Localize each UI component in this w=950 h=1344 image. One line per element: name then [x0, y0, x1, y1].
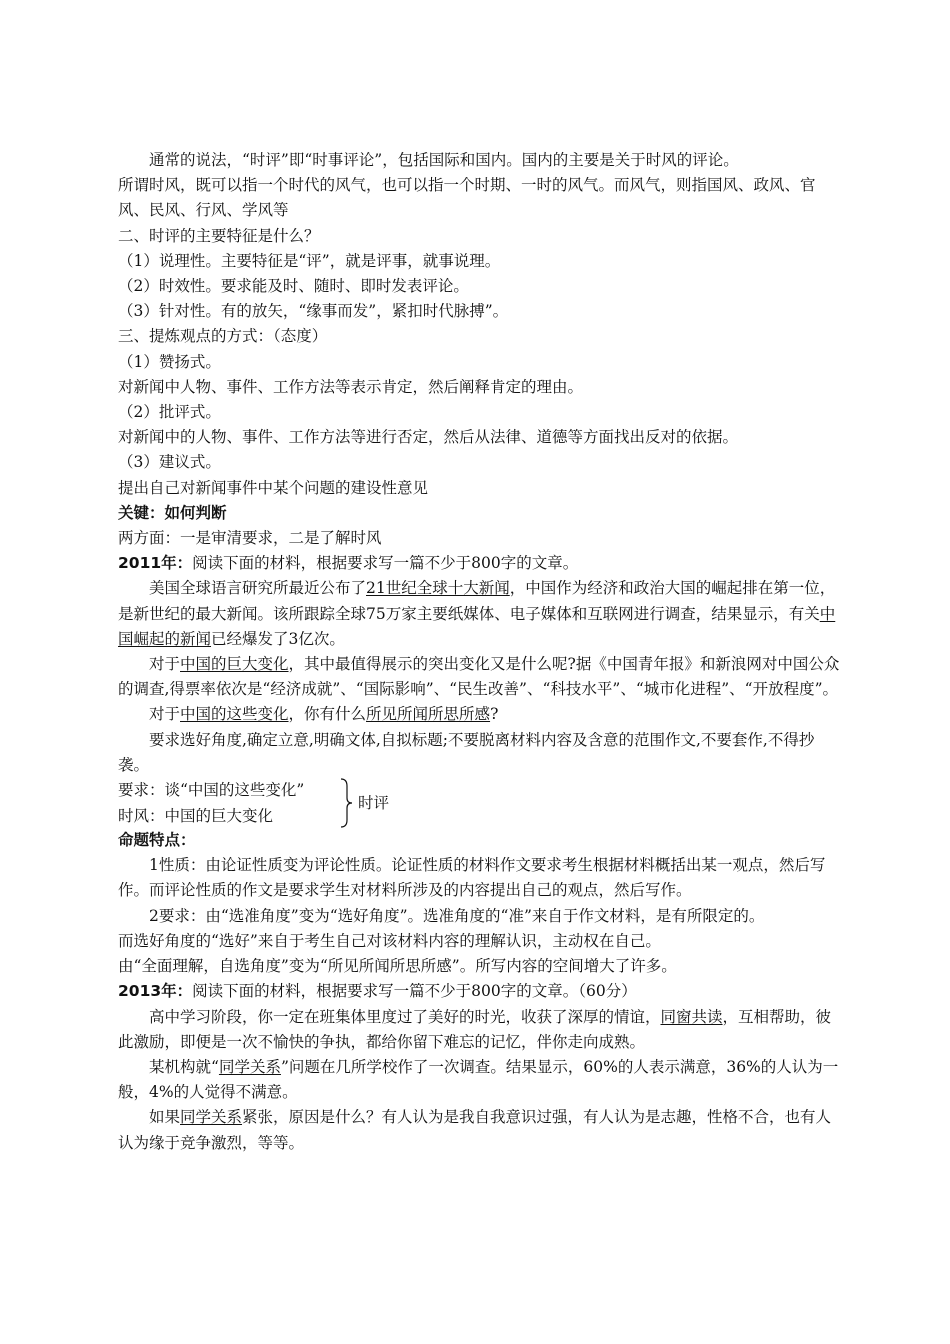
- method-2-title: （2）批评式。: [118, 403, 221, 422]
- underlined-phrase: 所见所闻所思所感: [366, 705, 491, 724]
- underlined-phrase: 同学关系: [218, 1057, 281, 1076]
- exam-2013-material-b: 某机构就“同学关系”问题在几所学校作了一次调查。结果显示，60%的人表示满意，36%的人认为一般，4%的人觉得不满意。: [118, 1057, 839, 1102]
- key-text: 两方面：一是审清要求，二是了解时风: [118, 529, 382, 548]
- method-3-desc: 提出自己对新闻事件中某个问题的建设性意见: [118, 478, 429, 497]
- underlined-phrase: 同学关系: [180, 1108, 243, 1127]
- intro-paragraph-1: 通常的说法，“时评”即“时事评论”，包括国际和国内。国内的主要是关于时风的评论。: [149, 151, 739, 169]
- brace-diagram: [118, 778, 842, 828]
- exam-2011-prompt: 2011年：阅读下面的材料，根据要求写一篇不少于800字的文章。: [118, 554, 579, 573]
- exam-2011-requirements: 要求选好角度,确定立意,明确文体,自拟标题;不要脱离材料内容及含意的范围作文,不要套作,不得抄袭。: [118, 730, 815, 774]
- exam-2013-material-c: 如果同学关系紧张，原因是什么？有人认为是我自我意识过强，有人认为是志趣，性格不合，也有人认为缘于竞争激烈，等等。: [118, 1108, 832, 1152]
- trend-line: 时风：中国的巨大变化: [118, 807, 274, 826]
- section-2-heading: 二、时评的主要特征是什么？: [118, 226, 320, 245]
- feature-1: 1性质：由论证性质变为评论性质。论证性质的材料作文要求考生根据材料概括出某一观点，然后写作。而评论性质的作文是要求学生对材料所涉及的内容提出自己的观点，然后写作。: [118, 856, 826, 900]
- feature-item-3: （3）针对性。有的放矢，“缘事而发”，紧扣时代脉搏”。: [118, 302, 509, 321]
- feature-item-1: （1）说理性。主要特征是“评”，就是评事，就事说理。: [118, 251, 501, 270]
- underlined-phrase: 中国的巨大变化: [180, 655, 289, 674]
- underlined-phrase: 中国的这些变化: [180, 705, 289, 724]
- feature-2: 2要求：由“选准角度”变为“选好角度”。选准角度的“准”来自于作文材料，是有所限定的。: [149, 906, 765, 925]
- intro-paragraph-3: 风、民风、行风、学风等: [118, 201, 289, 220]
- document-page: [118, 148, 842, 1156]
- method-2-desc: 对新闻中的人物、事件、工作方法等进行否定，然后从法律、道德等方面找出反对的依据。: [118, 428, 739, 447]
- right-brace-icon: [339, 778, 353, 828]
- method-1-desc: 对新闻中人物、事件、工作方法等表示肯定，然后阐释肯定的理由。: [118, 377, 584, 396]
- year-label-2013: 2013年：: [118, 982, 193, 1001]
- key-heading: 关键：如何判断: [118, 503, 227, 522]
- year-label-2011: 2011年：: [118, 554, 193, 573]
- feature-4: 由“全面理解，自选角度”变为“所见所闻所思所感”。所写内容的空间增大了许多。: [118, 957, 677, 976]
- underlined-phrase: 中国崛起的新闻: [118, 604, 836, 648]
- requirement-line: 要求：谈“中国的这些变化”: [118, 781, 305, 800]
- brace-label: 时评: [358, 794, 390, 813]
- exam-2013-prompt: 2013年：阅读下面的材料，根据要求写一篇不少于800字的文章。（60分）: [118, 982, 637, 1001]
- method-1-title: （1）赞扬式。: [118, 352, 221, 371]
- features-heading: 命题特点：: [118, 831, 196, 850]
- intro-paragraph-2: 所谓时风，既可以指一个时代的风气，也可以指一个时期、一时的风气。而风气，则指国风、政风、官: [118, 176, 816, 195]
- underlined-phrase: 同窗共读: [660, 1007, 723, 1026]
- exam-2011-material-b: 对于中国的巨大变化，其中最值得展示的突出变化又是什么呢?据《中国青年报》和新浪网对中国公众的调查,得票率依次是“经济成就”、“国际影响”、“民生改善”、“科技水平”、“城市化进程”、“开放程度”。: [118, 655, 840, 699]
- feature-item-2: （2）时效性。要求能及时、随时、即时发表评论。: [118, 277, 469, 296]
- method-3-title: （3）建议式。: [118, 453, 221, 472]
- exam-2013-material-a: 高中学习阶段，你一定在班集体里度过了美好的时光，收获了深厚的情谊，同窗共读，互相帮助，彼此激励，即便是一次不愉快的争执，都给你留下难忘的记忆，伴你走向成熟。: [118, 1007, 832, 1051]
- exam-2011-material-a: 美国全球语言研究所最近公布了21世纪全球十大新闻，中国作为经济和政治大国的崛起排在第一位，是新世纪的最大新闻。该所跟踪全球75万家主要纸媒体、电子媒体和互联网进行调查，结果显示，有关中国崛起的新闻已经爆发了3亿次。: [118, 579, 836, 648]
- exam-2011-material-c: 对于中国的这些变化，你有什么所见所闻所思所感?: [149, 705, 499, 724]
- underlined-phrase: 21世纪全球十大新闻: [366, 579, 510, 598]
- section-3-heading: 三、提炼观点的方式：（态度）: [118, 327, 328, 346]
- feature-3: 而选好角度的“选好”来自于考生自己对该材料内容的理解认识，主动权在自己。: [118, 931, 661, 950]
